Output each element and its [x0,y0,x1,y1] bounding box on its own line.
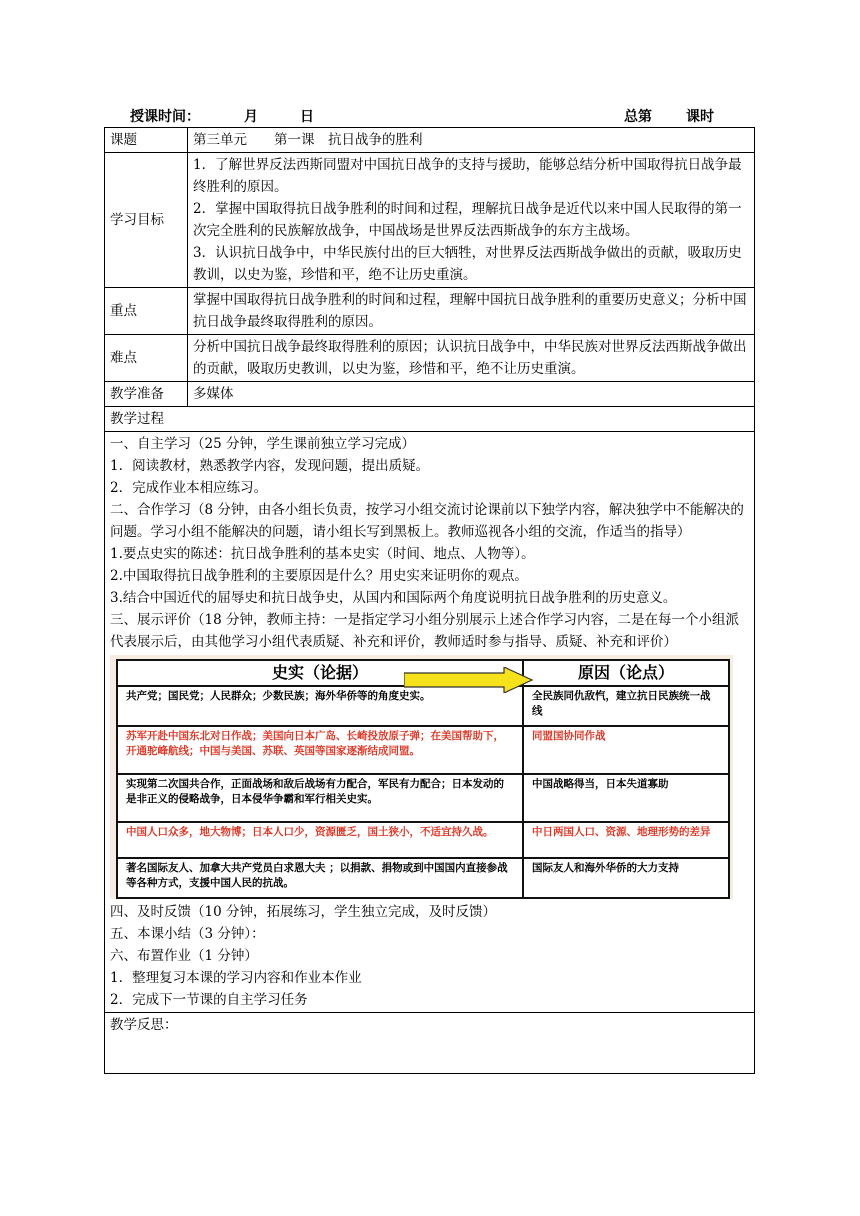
day-label: 日 [300,109,314,125]
reason-cell: 中国战略得当，日本失道寡助 [524,775,728,823]
process-row [105,432,755,1013]
reason-cell: 国际友人和海外华侨的大力支持 [532,862,679,874]
fact-cell: 中国人口众多，地大物博；日本人口少，资源匮乏，国土狭小，不适宜持久战。 [118,823,522,859]
reasons-header: 原因（论点） [524,661,728,687]
process-title: 教学过程 [105,407,755,432]
process-line: 3.结合中国近代的屈辱史和抗日战争史，从国内和国际两个角度说明抗日战争胜利的历史意义。 [110,590,677,606]
fact-cell: 著名国际友人、加拿大共产党员白求恩大夫 ；以捐款、捐物或到中国国内直接参战等各种方式，支援中国人民的抗战。 [126,862,508,889]
fact-cell: 实现第二次国共合作，正面战场和敌后战场有力配合，军民有力配合；日本发动的是非正义的侵略战争，日本侵华争霸和军行相关史实。 [118,775,522,823]
fact-reason-table [116,659,730,899]
facts-column [118,661,524,897]
total-label: 总第 [624,109,652,125]
process-line: 1.要点史实的陈述：抗日战争胜利的基本史实（时间、地点、人物等）。 [110,546,535,562]
reasons-column [524,661,728,897]
process-content [105,432,755,1013]
fact-table-image [110,655,733,899]
key-label: 重点 [105,288,188,335]
process-line: 2．完成作业本相应练习。 [110,480,268,496]
arrow-right-icon [404,667,534,693]
reason-cell: 同盟国协同作战 [524,727,728,775]
goals-value [188,153,755,288]
key-row [105,288,755,335]
topic-value: 第三单元 第一课 抗日战争的胜利 [188,128,755,153]
reason-cell: 中日两国人口、资源、地理形势的差异 [524,823,728,859]
reflection-row [105,1013,755,1074]
process-title-row [105,407,755,432]
topic-row [105,128,755,153]
fact-cell: 共产党；国民党；人民群众；少数民族；海外华侨等的角度史实。 [118,687,522,727]
goal-item: 3．认识抗日战争中，中华民族付出的巨大牺牲，对世界反法西斯战争做出的贡献，吸取历史教训，以史为鉴，珍惜和平，绝不让历史重演。 [193,245,742,283]
month-label: 月 [244,109,258,125]
difficult-value: 分析中国抗日战争最终取得胜利的原因；认识抗日战争中，中华民族对世界反法西斯战争做出的贡献，吸取历史教训，以史为鉴，珍惜和平，绝不让历史重演。 [188,335,755,382]
reflection-label: 教学反思： [105,1013,755,1074]
lesson-header [130,106,730,126]
process-line: 一、自主学习（25 分钟，学生课前独立学习完成） [110,436,415,452]
process-line: 2.中国取得抗日战争胜利的主要原因是什么？用史实来证明你的观点。 [110,568,528,584]
goals-row [105,153,755,288]
process-line: 2．完成下一节课的自主学习任务 [110,992,308,1008]
difficult-label: 难点 [105,335,188,382]
key-value: 掌握中国取得抗日战争胜利的时间和过程，理解中国抗日战争胜利的重要历史意义；分析中国抗日战争最终取得胜利的原因。 [188,288,755,335]
reason-cell: 全民族同仇敌忾，建立抗日民族统一战线 [524,687,728,727]
prep-label: 教学准备 [105,382,188,407]
goal-item: 1．了解世界反法西斯同盟对中国抗日战争的支持与援助，能够总结分析中国取得抗日战争最终胜利的原因。 [193,157,742,195]
prep-value: 多媒体 [188,382,755,407]
facts-header: 史实（论据） [118,661,522,687]
process-line: 1．整理复习本课的学习内容和作业本作业 [110,970,362,986]
fact-cell: 苏军开赴中国东北对日作战；美国向日本广岛、长崎投放原子弹；在美国帮助下，开通驼峰航线；中国与美国、苏联、英国等国家逐渐结成同盟。 [118,727,522,775]
process-line: 五、本课小结（3 分钟）： [110,926,265,942]
process-line: 四、及时反馈（10 分钟，拓展练习，学生独立完成，及时反馈） [110,904,496,920]
process-line: 六、布置作业（1 分钟） [110,948,258,964]
lesson-plan-table [104,127,755,1074]
goals-label: 学习目标 [105,153,188,288]
process-line: 三、展示评价（18 分钟，教师主持：一是指定学习小组分别展示上述合作学习内容，二是在每一个小组派代表展示后，由其他学习小组代表质疑、补充和评价，教师适时参与指导、质疑、补充和评价） [110,612,739,650]
process-line: 1．阅读教材，熟悉教学内容，发现问题，提出质疑。 [110,458,430,474]
difficult-row [105,335,755,382]
process-line: 二、合作学习（8 分钟，由各小组长负责，按学习小组交流讨论课前以下独学内容，解决独学中不能解决的问题。学习小组不能解决的问题，请小组长写到黑板上。教师巡视各小组的交流，作适当的指导） [110,502,744,540]
goal-item: 2．掌握中国取得抗日战争胜利的时间和过程，理解抗日战争是近代以来中国人民取得的第一次完全胜利的民族解放战争，中国战场是世界反法西斯战争的东方主战场。 [193,201,742,239]
prep-row [105,382,755,407]
time-label: 授课时间： [130,109,200,125]
period-label: 课时 [686,109,714,125]
topic-label: 课题 [105,128,188,153]
